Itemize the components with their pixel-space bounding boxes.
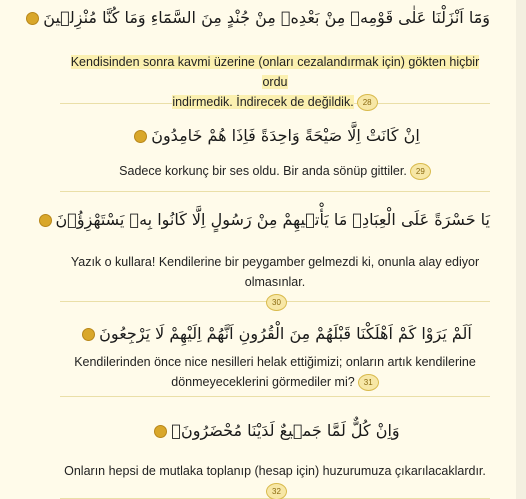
translation-text: Kendilerinden önce nice nesilleri helak ettiğimizi; onların artık kendilerine dönmeyeceklerini görmediler mi? 31 [60, 352, 490, 392]
arabic-text: اَلَمْ يَرَوْا كَمْ اَهْلَكْنَا قَبْلَهُمْ مِنَ الْقُرُونِ اَنَّهُمْ اِلَيْهِمْ لَا يَرْجِعُونَ [60, 324, 490, 343]
verse-item[interactable] [60, 104, 490, 192]
verse-item[interactable] [55, 192, 490, 308]
ayah-end-marker-icon [154, 425, 167, 438]
verse-number-badge[interactable]: 29 [410, 163, 431, 180]
translation-text: Sadece korkunç bir ses oldu. Bir anda sönüp gittiler. 29 [60, 161, 490, 181]
verse-number-badge[interactable]: 32 [266, 483, 287, 499]
ayah-end-marker-icon [82, 328, 95, 341]
arabic-text: وَمَٓا اَنْزَلْنَا عَلٰى قَوْمِه۪ مِنْ بَعْدِه۪ مِنْ جُنْدٍ مِنَ السَّمَٓاءِ وَمَا كُنَّا مُنْزِل۪ينَ [60, 8, 490, 27]
translation-text: Yazık o kullara! Kendilerine bir peygamber gelmezdi ki, onunla alay ediyor olmasınlar. 30 [60, 252, 490, 312]
translation-text: Onların hepsi de mutlaka toplanıp (hesap için) huzurumuza çıkarılacaklardır.32 [60, 461, 490, 499]
verse-item[interactable] [60, 397, 490, 499]
verse-item[interactable] [43, 0, 490, 109]
ayah-end-marker-icon [134, 130, 147, 143]
arabic-text: يَا حَسْرَةً عَلَى الْعِبَادِۚ مَا يَأْت۪يهِمْ مِنْ رَسُولٍ اِلَّا كَانُوا بِه۪ يَسْتَهْزِؤُ۫نَ [60, 210, 490, 229]
verse-number-badge[interactable]: 30 [266, 294, 287, 311]
translation-text: Kendisinden sonra kavmi üzerine (onları cezalandırmak için) gökten hiçbir ordu indirmedik. İndirecek de değildik. 28 [60, 52, 490, 112]
verse-number-badge[interactable]: 28 [357, 94, 378, 111]
arabic-text: وَاِنْ كُلٌّ لَمَّا جَم۪يعٌ لَدَيْنَا مُحْضَرُونَ۟ [60, 421, 490, 440]
verse-number-badge[interactable]: 31 [358, 374, 379, 391]
scrollbar-track[interactable] [516, 0, 526, 499]
verse-item[interactable] [60, 302, 490, 397]
ayah-end-marker-icon [26, 12, 39, 25]
ayah-end-marker-icon [39, 214, 52, 227]
arabic-text: اِنْ كَانَتْ اِلَّا صَيْحَةً وَاحِدَةً فَاِذَا هُمْ خَامِدُونَ [60, 126, 490, 145]
